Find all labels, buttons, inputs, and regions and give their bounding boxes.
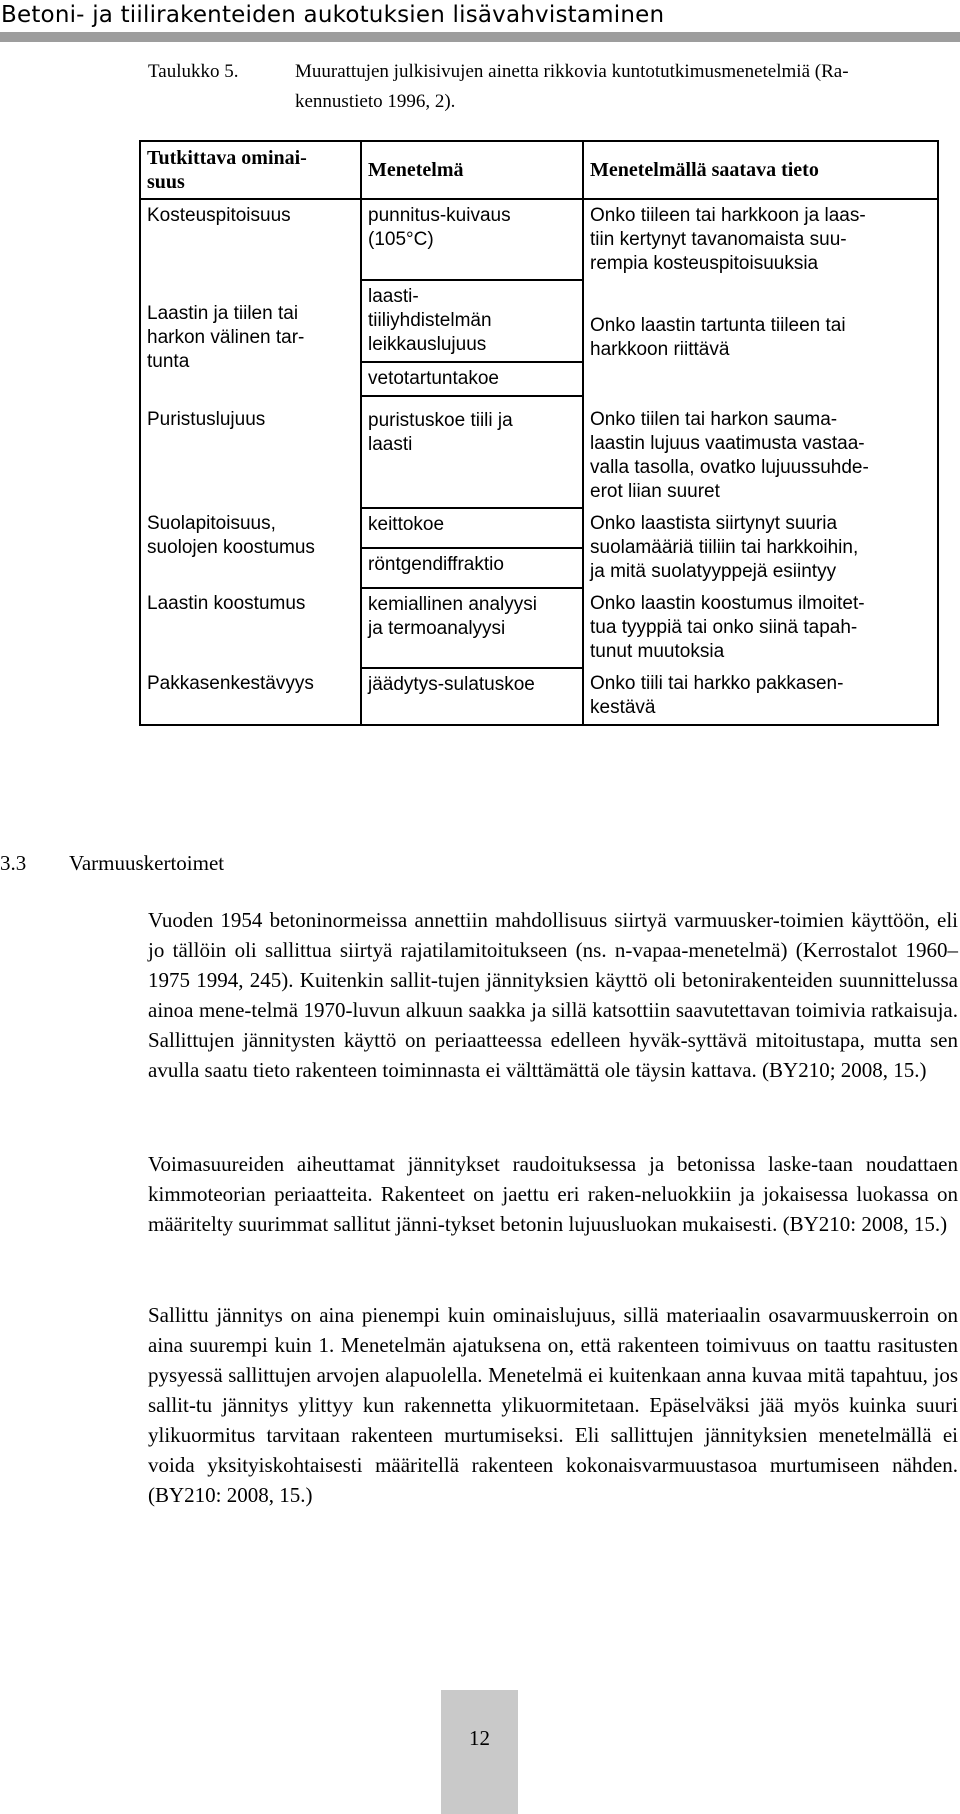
- info-cell: Onko laastista siirtynyt suuria suolamääriä tiiliin tai harkkoihin, ja mitä suolatyyppejä esiintyy: [583, 508, 938, 588]
- table-row: [140, 280, 938, 362]
- info-cell: Onko laastin koostumus ilmoitet- tua tyyppiä tai onko siinä tapah- tunut muutoksia: [583, 588, 938, 668]
- page-header: [0, 0, 960, 42]
- paragraph: Sallittu jännitys on aina pienempi kuin ominaislujuus, sillä materiaalin osavarmuuskerroin on aina suurempi kuin 1. Menetelmän ajatuksena on, että rakenteen toimivuus on taattu rasitusten pysyessä sallittujen arvojen alapuolella. Menetelmä ei kuitenkaan anna kuvaa mitä tapahtuu, jos sallit-tu jännitys ylittyy kun rakennetta ylikuormitetaan. Epäselväksi jää myös kuinka suuri ylikuormitus tarvitaan rakenteen murtumiseksi. Eli sallittujen jännityksien menetelmällä ei voida yksityiskohtaisesti määritellä rakenteen kokonaisvarmuustasoa murtumiseen nähden. (BY210: 2008, 15.): [148, 1303, 958, 1507]
- method-cell: vetotartuntakoe: [361, 362, 583, 396]
- property-cell: Suolapitoisuus, suolojen koostumus: [140, 508, 361, 588]
- page-number: 12: [469, 1726, 490, 1750]
- property-cell: Puristuslujuus: [140, 396, 361, 508]
- section-number: 3.3: [0, 851, 27, 875]
- header-method: Menetelmä: [361, 141, 583, 199]
- caption-number: Taulukko 5.: [148, 61, 239, 82]
- info-cell: Onko tiilen tai harkon sauma- laastin lujuus vaatimusta vastaa- valla tasolla, ovatko lujuussuhde- erot liian suuret: [583, 396, 938, 508]
- method-cell: puristuskoe tiili ja laasti: [361, 396, 583, 508]
- table-row: [140, 668, 938, 725]
- section-title: Varmuuskertoimet: [69, 851, 225, 875]
- page-number-tab: [441, 1690, 518, 1814]
- caption-text-line2: kennustieto 1996, 2).: [295, 91, 456, 112]
- header-rule: [0, 32, 960, 42]
- table-caption: [148, 57, 938, 117]
- document-title: Betoni- ja tiilirakenteiden aukotuksien lisävahvistaminen: [1, 2, 665, 28]
- method-cell: jäädytys-sulatuskoe: [361, 668, 583, 725]
- caption-text-line1: Muurattujen julkisivujen ainetta rikkovia kuntotutkimusmenetelmiä (Ra-: [295, 61, 849, 82]
- table-row: [140, 396, 938, 508]
- info-cell: Onko laastin tartunta tiileen tai harkkoon riittävä: [583, 280, 938, 396]
- header-property: Tutkittava ominai- suus: [140, 141, 361, 199]
- method-cell: laasti- tiiliyhdistelmän leikkauslujuus: [361, 280, 583, 362]
- property-cell: Laastin koostumus: [140, 588, 361, 668]
- property-cell: Pakkasenkestävyys: [140, 668, 361, 725]
- table-header-row: [140, 141, 938, 199]
- table-row: [140, 508, 938, 548]
- info-cell: Onko tiileen tai harkkoon ja laas- tiin kertynyt tavanomaista suu- rempia kosteuspitoisuuksia: [583, 199, 938, 280]
- methods-table: [139, 140, 939, 726]
- property-cell: Laastin ja tiilen tai harkon välinen tar- tunta: [140, 280, 361, 396]
- property-cell: Kosteuspitoisuus: [140, 199, 361, 280]
- method-cell: keittokoe: [361, 508, 583, 548]
- paragraph: Vuoden 1954 betoninormeissa annettiin mahdollisuus siirtyä varmuusker-toimien käyttöön, eli jo tällöin oli sallittua siirtyä rajatilamitoitukseen (ns. n-vapaa-menetelmä) (Kerrostalot 1960–1975 1994, 245). Kuitenkin sallit-tujen jännityksien käyttö oli betonirakenteiden suunnittelussa ainoa mene-telmä 1970-luvun alkuun saakka ja sillä katsottiin saavutettavan toimivia ratkaisuja. Sallittujen jännitysten käyttö on periaatteessa edelleen hyväk-syttävä mitoitustapa, mutta sen avulla saatu tieto rakenteen toiminnasta ei välttämättä ole täysin kattava. (BY210; 2008, 15.): [148, 908, 958, 1082]
- header-info: Menetelmällä saatava tieto: [583, 141, 938, 199]
- method-cell: punnitus-kuivaus (105°C): [361, 199, 583, 280]
- table-row: [140, 588, 938, 668]
- paragraph: Voimasuureiden aiheuttamat jännitykset raudoituksessa ja betonissa laske-taan noudattaen kimmoteorian periaatteita. Rakenteet on jaettu eri raken-neluokkiin ja jokaisessa luokassa on määritelty suurimmat sallitut jänni-tykset betonin lujuusluokan mukaisesti. (BY210: 2008, 15.): [148, 1152, 958, 1236]
- info-cell: Onko tiili tai harkko pakkasen- kestävä: [583, 668, 938, 725]
- method-cell: kemiallinen analyysi ja termoanalyysi: [361, 588, 583, 668]
- table-row: [140, 199, 938, 280]
- method-cell: röntgendiffraktio: [361, 548, 583, 588]
